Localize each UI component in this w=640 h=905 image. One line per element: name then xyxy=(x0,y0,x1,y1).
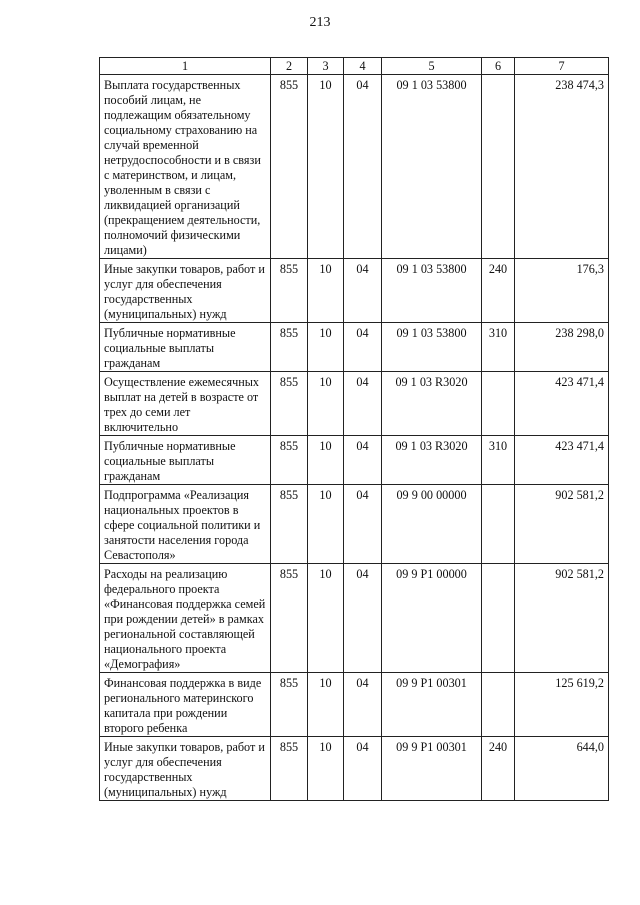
row-grbs: 855 xyxy=(271,259,308,323)
row-expense-type: 310 xyxy=(482,436,515,485)
table-row xyxy=(100,323,609,372)
row-amount: 644,0 xyxy=(515,737,609,801)
row-expense-type xyxy=(482,485,515,564)
table-row xyxy=(100,673,609,737)
row-name: Финансовая поддержка в виде регионального материнского капитала при рождении второго ребенка xyxy=(100,673,271,737)
row-grbs: 855 xyxy=(271,485,308,564)
row-section: 10 xyxy=(308,737,344,801)
header-col-1: 1 xyxy=(100,58,271,75)
row-target-article: 09 9 P1 00301 xyxy=(382,737,482,801)
row-subsection: 04 xyxy=(344,323,382,372)
row-expense-type xyxy=(482,75,515,259)
row-subsection: 04 xyxy=(344,259,382,323)
table-row xyxy=(100,436,609,485)
table-row xyxy=(100,737,609,801)
header-row xyxy=(100,58,609,75)
row-section: 10 xyxy=(308,75,344,259)
row-expense-type xyxy=(482,673,515,737)
row-amount: 238 298,0 xyxy=(515,323,609,372)
row-expense-type: 240 xyxy=(482,259,515,323)
table-row xyxy=(100,564,609,673)
row-section: 10 xyxy=(308,436,344,485)
row-expense-type: 310 xyxy=(482,323,515,372)
row-expense-type: 240 xyxy=(482,737,515,801)
row-target-article: 09 1 03 R3020 xyxy=(382,372,482,436)
row-grbs: 855 xyxy=(271,372,308,436)
table-row xyxy=(100,259,609,323)
row-section: 10 xyxy=(308,485,344,564)
row-amount: 902 581,2 xyxy=(515,485,609,564)
table-row xyxy=(100,372,609,436)
row-section: 10 xyxy=(308,323,344,372)
row-amount: 423 471,4 xyxy=(515,436,609,485)
row-name: Расходы на реализацию федерального проекта «Финансовая поддержка семей при рождении детей» в рамках региональной составляющей национального проекта «Демография» xyxy=(100,564,271,673)
row-grbs: 855 xyxy=(271,564,308,673)
row-subsection: 04 xyxy=(344,737,382,801)
row-name: Иные закупки товаров, работ и услуг для обеспечения государственных (муниципальных) нужд xyxy=(100,737,271,801)
row-section: 10 xyxy=(308,673,344,737)
header-col-6: 6 xyxy=(482,58,515,75)
header-col-7: 7 xyxy=(515,58,609,75)
row-amount: 125 619,2 xyxy=(515,673,609,737)
row-name: Подпрограмма «Реализация национальных проектов в сфере социальной политики и занятости населения города Севастополя» xyxy=(100,485,271,564)
row-grbs: 855 xyxy=(271,75,308,259)
header-col-3: 3 xyxy=(308,58,344,75)
row-grbs: 855 xyxy=(271,737,308,801)
row-name: Публичные нормативные социальные выплаты гражданам xyxy=(100,323,271,372)
row-target-article: 09 9 00 00000 xyxy=(382,485,482,564)
row-subsection: 04 xyxy=(344,372,382,436)
table-row xyxy=(100,485,609,564)
row-name: Выплата государственных пособий лицам, не подлежащим обязательному социальному страхованию на случай временной нетрудоспособности и в связи с материнством, и лицам, уволенным в связи с ликвидацией организаций (прекращением деятельности, полномочий физическими лицами) xyxy=(100,75,271,259)
row-subsection: 04 xyxy=(344,436,382,485)
row-target-article: 09 1 03 53800 xyxy=(382,75,482,259)
header-col-2: 2 xyxy=(271,58,308,75)
row-expense-type xyxy=(482,564,515,673)
row-target-article: 09 1 03 53800 xyxy=(382,323,482,372)
row-amount: 423 471,4 xyxy=(515,372,609,436)
row-name: Иные закупки товаров, работ и услуг для обеспечения государственных (муниципальных) нужд xyxy=(100,259,271,323)
row-subsection: 04 xyxy=(344,485,382,564)
row-name: Осуществление ежемесячных выплат на детей в возрасте от трех до семи лет включительно xyxy=(100,372,271,436)
row-name: Публичные нормативные социальные выплаты гражданам xyxy=(100,436,271,485)
row-section: 10 xyxy=(308,372,344,436)
row-section: 10 xyxy=(308,564,344,673)
header-col-5: 5 xyxy=(382,58,482,75)
header-col-4: 4 xyxy=(344,58,382,75)
row-section: 10 xyxy=(308,259,344,323)
row-amount: 238 474,3 xyxy=(515,75,609,259)
row-expense-type xyxy=(482,372,515,436)
row-grbs: 855 xyxy=(271,673,308,737)
row-target-article: 09 9 P1 00301 xyxy=(382,673,482,737)
row-target-article: 09 1 03 53800 xyxy=(382,259,482,323)
budget-table xyxy=(99,57,609,801)
row-target-article: 09 9 P1 00000 xyxy=(382,564,482,673)
row-subsection: 04 xyxy=(344,673,382,737)
row-amount: 176,3 xyxy=(515,259,609,323)
row-subsection: 04 xyxy=(344,75,382,259)
row-grbs: 855 xyxy=(271,436,308,485)
page-number: 213 xyxy=(309,15,331,30)
row-subsection: 04 xyxy=(344,564,382,673)
row-target-article: 09 1 03 R3020 xyxy=(382,436,482,485)
row-grbs: 855 xyxy=(271,323,308,372)
row-amount: 902 581,2 xyxy=(515,564,609,673)
table-row xyxy=(100,75,609,259)
